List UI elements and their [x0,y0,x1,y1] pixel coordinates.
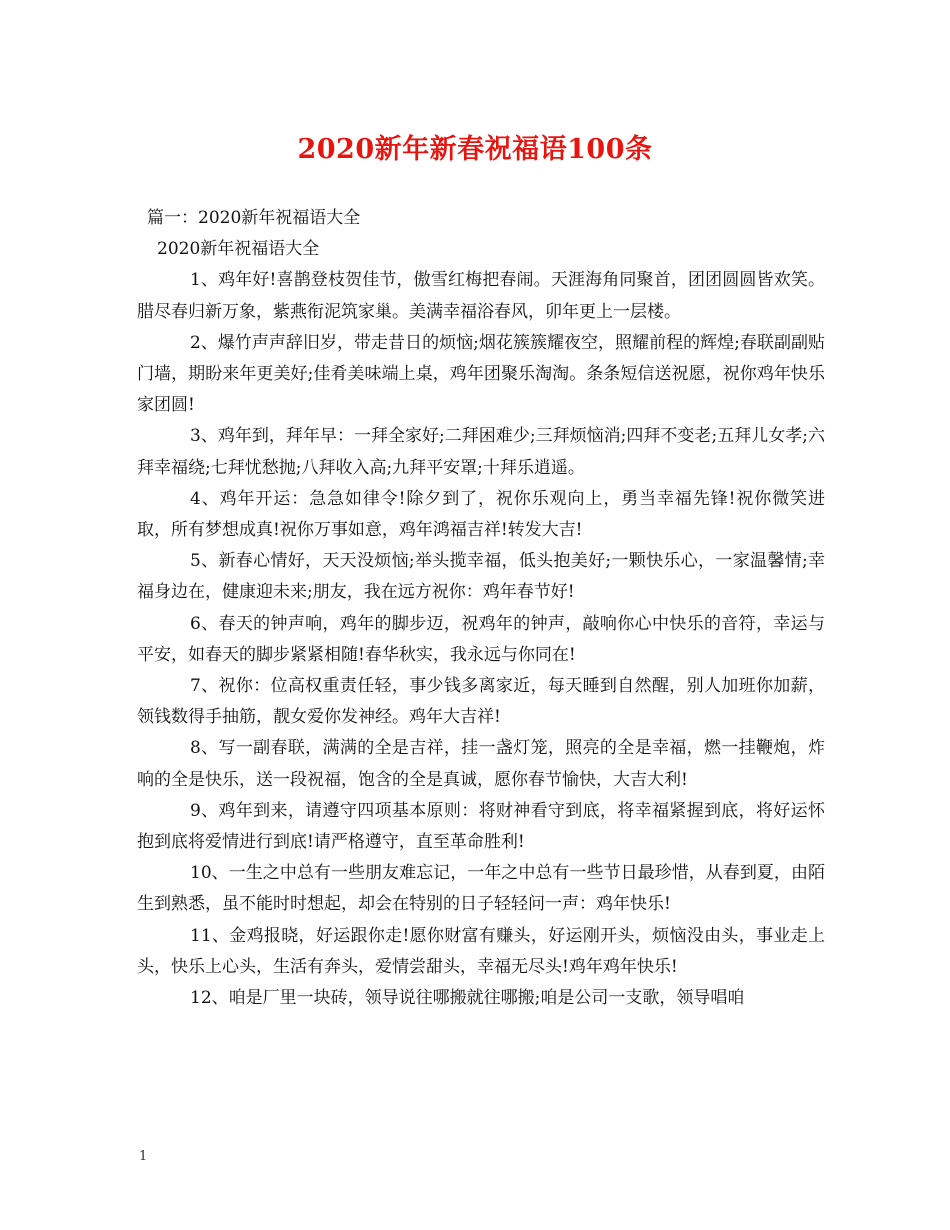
paragraph-5: 5、新春心情好，天天没烦恼;举头揽幸福，低头抱美好;一颗快乐心，一家温馨情;幸福身边在，健康迎未来;朋友，我在远方祝你：鸡年春节好! [137,551,825,603]
page-number: 1 [139,1149,148,1164]
paragraph-7: 7、祝你：位高权重责任轻，事少钱多离家近，每天睡到自然醒，别人加班你加薪，领钱数得手抽筋，靓女爱你发神经。鸡年大吉祥! [137,676,825,728]
document-body [137,203,825,1014]
paragraph-12: 12、咱是厂里一块砖，领导说往哪搬就往哪搬;咱是公司一支歌，领导唱咱 [190,988,745,1009]
paragraph-2: 2、爆竹声声辞旧岁，带走昔日的烦恼;烟花簇簇耀夜空，照耀前程的辉煌;春联副副贴门墙，期盼来年更美好;佳肴美味端上桌，鸡年团聚乐淘淘。条条短信送祝愿，祝你鸡年快乐家团圆! [137,332,825,416]
paragraph-11: 11、金鸡报晓，好运跟你走!愿你财富有赚头，好运刚开头，烦恼没由头，事业走上头，快乐上心头，生活有奔头，爱情尝甜头，幸福无尽头!鸡年鸡年快乐! [137,925,825,977]
paragraph-10: 10、一生之中总有一些朋友难忘记，一年之中总有一些节日最珍惜，从春到夏，由陌生到熟悉，虽不能时时想起，却会在特别的日子轻轻问一声：鸡年快乐! [137,863,825,915]
paragraph-6: 6、春天的钟声响，鸡年的脚步迈，祝鸡年的钟声，敲响你心中快乐的音符，幸运与平安，如春天的脚步紧紧相随!春华秋实，我永远与你同在! [137,613,825,665]
document-title: 2020新年新春祝福语100条 [297,134,653,165]
paragraph-8: 8、写一副春联，满满的全是吉祥，挂一盏灯笼，照亮的全是幸福，燃一挂鞭炮，炸响的全是快乐，送一段祝福，饱含的全是真诚，愿你春节愉快，大吉大利! [137,738,825,790]
paragraph-4: 4、鸡年开运：急急如律令!除夕到了，祝你乐观向上，勇当幸福先锋!祝你微笑进取，所有梦想成真!祝你万事如意，鸡年鸿福吉祥!转发大吉! [137,488,825,541]
sub-heading: 2020新年祝福语大全 [157,239,320,260]
paragraph-9: 9、鸡年到来，请遵守四项基本原则：将财神看守到底，将幸福紧握到底，将好运怀抱到底将爱情进行到底!请严格遵守，直至革命胜利! [137,800,825,853]
paragraph-3: 3、鸡年到，拜年早：一拜全家好;二拜困难少;三拜烦恼消;四拜不变老;五拜儿女孝;六拜幸福绕;七拜忧愁抛;八拜收入高;九拜平安罩;十拜乐逍遥。 [137,426,825,478]
section-heading: 篇一：2020新年祝福语大全 [147,208,361,228]
paragraph-1: 1、鸡年好!喜鹊登枝贺佳节，傲雪红梅把春闹。天涯海角同聚首，团团圆圆皆欢笑。腊尽春归新万象，紫燕衔泥筑家巢。美满幸福浴春风，卯年更上一层楼。 [137,270,825,322]
